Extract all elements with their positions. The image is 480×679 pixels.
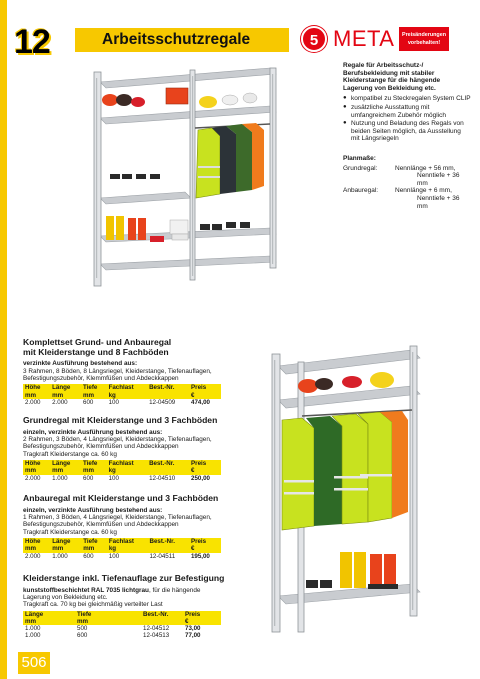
price-notice: Preisänderungen vorbehalten!	[399, 27, 449, 51]
product-section-clothes-rail: Kleiderstange inkl. Tiefenauflage zur Befestigung kunststoffbeschichtet RAL 7035 lichtgrau, für die hängende Lagerung von Bekleidung etc. Tragkraft ca. 70 kg bei gleichmäßig verteilter Last Länge Tiefe Best.-Nr. Preis mm mm € 1.000 500 12-04512 73,00 1.000 600 12-04513 77,00	[23, 574, 271, 640]
table-row: 2.000 2.000 600 100 12-04509 474,00	[25, 398, 210, 406]
feature-item: ● zusätzliche Ausstattung mit umfangreichem Zubehör möglich	[343, 104, 471, 119]
page-header	[7, 22, 480, 62]
page-title: Arbeitsschutzregale	[102, 31, 251, 48]
planmasse-title: Planmaße:	[343, 154, 376, 162]
table-row: 1.000 600 12-04513 77,00	[25, 632, 201, 640]
yellow-margin-bar	[0, 0, 7, 679]
table-row: 1.000 500 12-04512 73,00	[25, 625, 201, 633]
feature-list	[343, 95, 471, 143]
product-title: Komplettset Grund- und Anbauregal mit Kleiderstange und 8 Fachböden	[23, 337, 172, 357]
feature-item: ● kompatibel zu Steckregalen System CLIP	[343, 95, 471, 103]
product-title: Grundregal mit Kleiderstange und 3 Fachböden	[23, 415, 218, 425]
table-row: 2.000 1.000 600 100 12-04511 195,00	[25, 552, 210, 560]
chapter-number: 12	[14, 23, 50, 61]
product-section-complete-set: Komplettset Grund- und Anbauregal mit Kleiderstange und 8 Fachböden verzinkte Ausführung bestehend aus: 3 Rahmen, 8 Böden, 8 Längsriegel, Kleiderstange, Tiefenauflagen, Befestigungszubehör, Klemmfüßen und Abdeckkappen Höhe Länge Tiefe Fachlast Best.-Nr. Preis mm mm mm kg € 2.000 2.000 600 100 12-04509 474,00	[23, 338, 271, 406]
spec-table: Höhe Länge Tiefe Fachlast Best.-Nr. Preis mm mm mm kg € 2.000 1.000 600 100 12-04510 250,00	[23, 460, 221, 482]
product-title: Anbauregal mit Kleiderstange und 3 Fachböden	[23, 493, 219, 503]
planmasse-grundregal: Grundregal: Nennlänge + 56 mm,	[343, 164, 456, 172]
product-image-double-rack	[80, 66, 280, 294]
product-section-base-rack: Grundregal mit Kleiderstange und 3 Fachböden einzeln, verzinkte Ausführung bestehend aus: 2 Rahmen, 3 Böden, 4 Längsriegel, Kleiderstange, Tiefenauflagen, Befestigungszubehör, Klemmfüßen und Abdeckkappen Tragkraft Kleiderstange ca. 60 kg Höhe Länge Tiefe Fachlast Best.-Nr. Preis mm mm mm kg € 2.000 1.000 600 100 12-04510 250,00	[23, 416, 271, 482]
feature-item: ● Nutzung und Beladung des Regals von beiden Seiten möglich, da Ausstellung mit Längsriegeln	[343, 120, 471, 143]
spec-table: Länge Tiefe Best.-Nr. Preis mm mm € 1.000 500 12-04512 73,00 1.000 600 12-04513 77,00	[23, 611, 221, 640]
product-title: Kleiderstange inkl. Tiefenauflage zur Befestigung	[23, 573, 225, 583]
brand-logo: META	[333, 26, 395, 51]
product-subhead: einzeln, verzinkte Ausführung bestehend aus:	[23, 506, 163, 514]
product-subhead: kunststoffbeschichtet RAL 7035 lichtgrau	[23, 586, 149, 594]
warranty-badge-icon: 5	[301, 26, 327, 52]
product-section-extension-rack: Anbauregal mit Kleiderstange und 3 Fachböden einzeln, verzinkte Ausführung bestehend aus: 1 Rahmen, 3 Böden, 4 Längsriegel, Kleiderstange, Tiefenauflagen, Befestigungszubehör, Klemmfüßen und Abdeckkappen Tragkraft Kleiderstange ca. 60 kg Höhe Länge Tiefe Fachlast Best.-Nr. Preis mm mm mm kg € 2.000 1.000 600 100 12-04511 195,00	[23, 494, 271, 560]
product-subhead: verzinkte Ausführung bestehend aus:	[23, 360, 138, 368]
page-number: 506	[18, 652, 50, 674]
product-image-single-rack	[262, 340, 426, 640]
planmasse-anbauregal: Anbauregal: Nennlänge + 6 mm,	[343, 187, 452, 195]
table-row: 2.000 1.000 600 100 12-04510 250,00	[25, 474, 210, 482]
spec-table: Höhe Länge Tiefe Fachlast Best.-Nr. Preis mm mm mm kg € 2.000 2.000 600 100 12-04509 474,00	[23, 384, 221, 406]
product-description: Regale für Arbeitsschutz-/ Berufsbekleidung mit stabiler Kleiderstange für die hängende Lagerung von Bekleidung etc. ● kompatibel zu Steckregalen System CLIP ● zusätzliche Ausstattung mit umfangreichem Zubehör möglich ● Nutzung und Beladung des Regals von beiden Seiten möglich, da Ausstellung mit Längsriegeln Planmaße: Grundregal: Nennlänge + 56 mm, Nenntiefe + 36 mm Anbauregal: Nennlänge + 6 mm, Nenntiefe + 36 mm	[343, 62, 471, 210]
spec-table: Höhe Länge Tiefe Fachlast Best.-Nr. Preis mm mm mm kg € 2.000 1.000 600 100 12-04511 195,00	[23, 538, 221, 560]
product-subhead: einzeln, verzinkte Ausführung bestehend aus:	[23, 428, 163, 436]
description-intro: Regale für Arbeitsschutz-/ Berufsbekleidung mit stabiler Kleiderstange für die hängende Lagerung von Bekleidung etc.	[343, 62, 441, 92]
